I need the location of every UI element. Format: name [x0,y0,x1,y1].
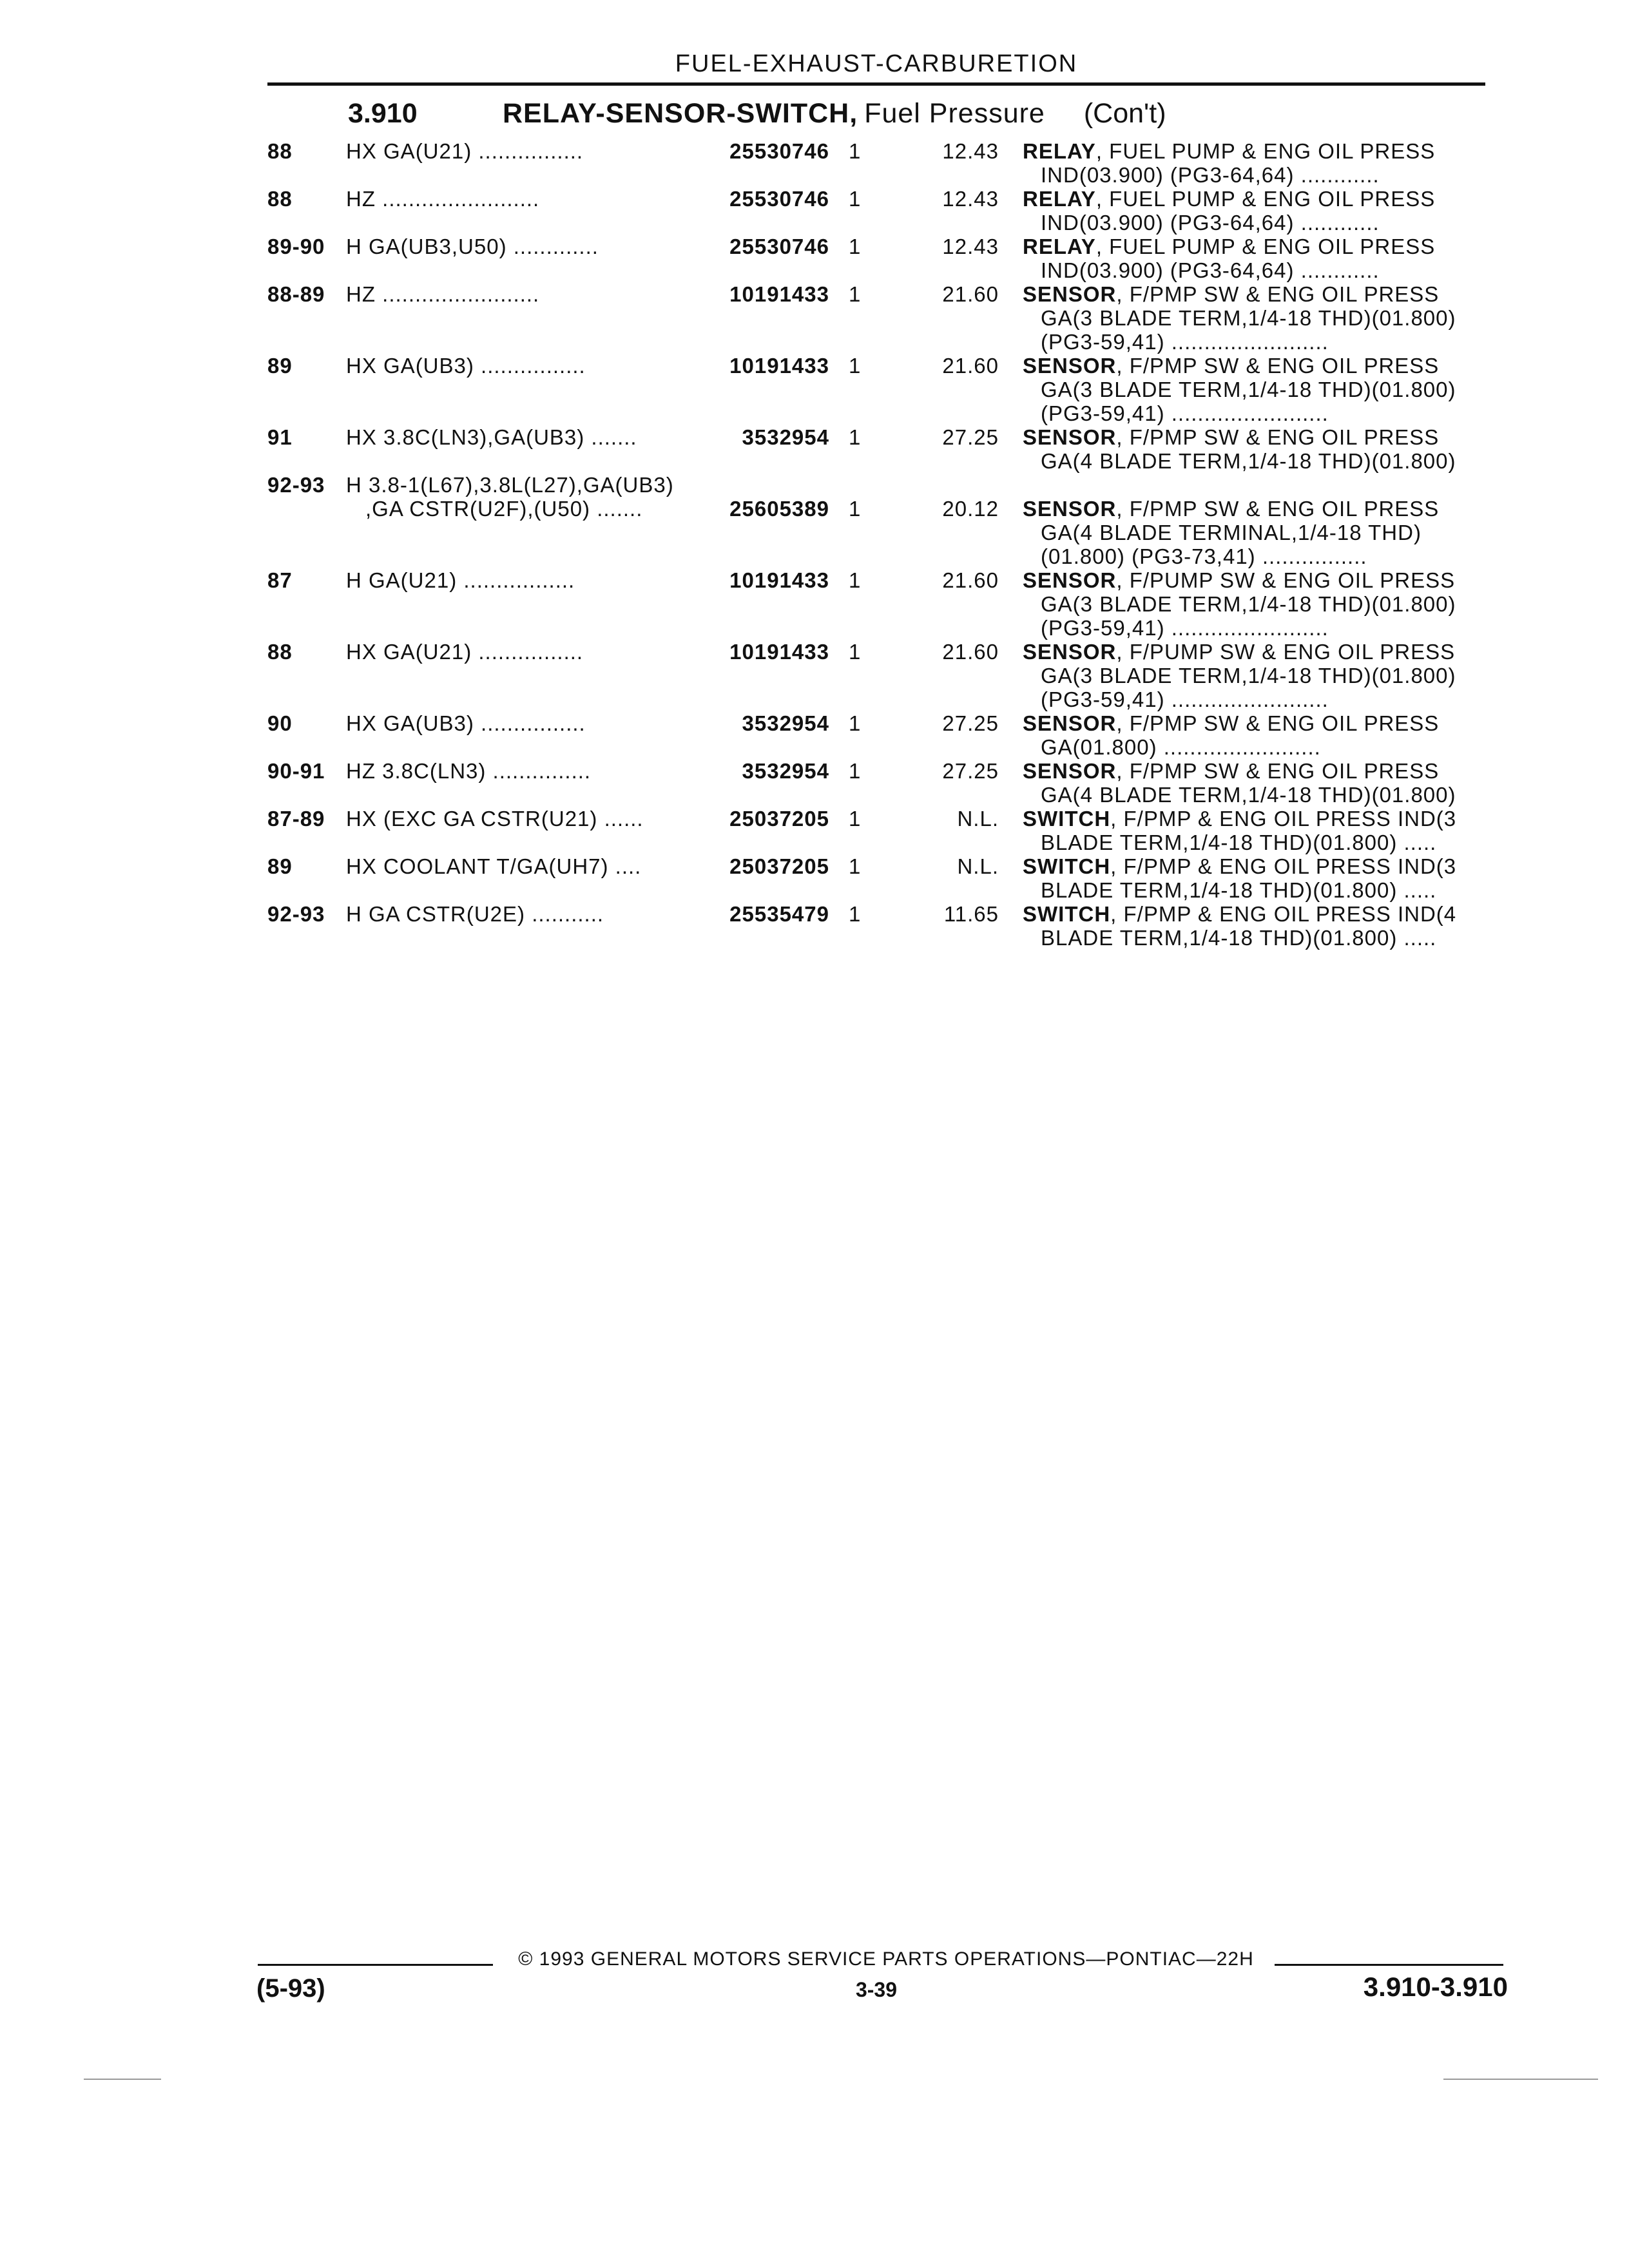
model-line: HX GA(UB3) ................ [346,711,586,735]
description-line: GA(4 BLADE TERM,1/4-18 THD)(01.800) [1041,449,1456,473]
model-year: 89-90 [267,235,325,258]
part-description [1023,568,1496,640]
model-line: H GA(UB3,U50) ............. [346,235,599,258]
price: N.L. [957,807,999,831]
description-line: (PG3-59,41) ........................ [1041,401,1329,425]
model-usage [346,568,675,592]
description-line: (01.800) (PG3-73,41) ................ [1041,544,1367,568]
model-year: 87 [267,568,293,592]
part-description [1023,807,1496,854]
part-number: 25605389 [729,497,829,521]
model-usage [346,640,675,664]
model-line: HX (EXC GA CSTR(U21) ...... [346,807,644,831]
part-number: 3532954 [742,711,829,735]
table-row [267,187,1492,235]
description-line: (PG3-59,41) ........................ [1041,687,1329,711]
part-number: 25530746 [729,139,829,163]
description-line: SENSOR, F/PMP SW & ENG OIL PRESS [1023,425,1440,449]
description-line: SENSOR, F/PMP SW & ENG OIL PRESS [1023,497,1440,521]
quantity: 1 [849,282,862,306]
model-usage [346,282,675,306]
part-description [1023,854,1496,902]
description-line: GA(4 BLADE TERMINAL,1/4-18 THD) [1041,521,1422,544]
description-line: IND(03.900) (PG3-64,64) ............ [1041,211,1380,235]
quantity: 1 [849,711,862,735]
header-rule [267,82,1485,86]
quantity: 1 [849,759,862,783]
model-year: 87-89 [267,807,325,831]
quantity: 1 [849,235,862,258]
model-year: 88-89 [267,282,325,306]
description-line: SENSOR, F/PMP SW & ENG OIL PRESS [1023,354,1440,378]
table-row [267,282,1492,354]
table-row [267,139,1492,187]
model-line: HX GA(UB3) ................ [346,354,586,378]
model-usage [346,902,675,926]
model-year: 88 [267,139,293,163]
table-row [267,711,1492,759]
price: 21.60 [942,568,999,592]
table-row [267,235,1492,282]
footer-copyright: © 1993 GENERAL MOTORS SERVICE PARTS OPERATIONS—PONTIAC—22H [518,1948,1254,1970]
description-line: GA(3 BLADE TERM,1/4-18 THD)(01.800) [1041,378,1456,401]
quantity: 1 [849,139,862,163]
part-number: 10191433 [729,282,829,306]
part-number: 25530746 [729,187,829,211]
description-line: SENSOR, F/PUMP SW & ENG OIL PRESS [1023,568,1456,592]
table-row [267,759,1492,807]
model-year: 92-93 [267,473,325,497]
footer-date: (5-93) [256,1974,325,2003]
description-line: GA(4 BLADE TERM,1/4-18 THD)(01.800) [1041,783,1456,807]
footer-rule-left [258,1964,493,1966]
table-row [267,568,1492,640]
description-line: GA(3 BLADE TERM,1/4-18 THD)(01.800) [1041,592,1456,616]
price: 11.65 [943,902,999,926]
price: 21.60 [942,282,999,306]
part-number: 3532954 [742,759,829,783]
model-usage [346,354,675,378]
description-line: SWITCH, F/PMP & ENG OIL PRESS IND(3 [1023,854,1457,878]
part-description [1023,235,1496,282]
price: 27.25 [942,425,999,449]
model-year: 89 [267,354,293,378]
model-line: H 3.8-1(L67),3.8L(L27),GA(UB3) [346,473,674,497]
part-description [1023,354,1496,425]
model-line: H GA CSTR(U2E) ........... [346,902,604,926]
model-usage [346,425,675,449]
part-number: 10191433 [729,640,829,664]
table-row [267,473,1492,568]
description-line: IND(03.900) (PG3-64,64) ............ [1041,163,1380,187]
model-line: HZ 3.8C(LN3) ............... [346,759,592,783]
price: N.L. [957,854,999,878]
model-year: 89 [267,854,293,878]
part-description [1023,759,1496,807]
table-row [267,807,1492,854]
model-year: 92-93 [267,902,325,926]
part-number: 3532954 [742,425,829,449]
price: 20.12 [942,497,999,521]
description-line: (PG3-59,41) ........................ [1041,616,1329,640]
part-number: 25530746 [729,235,829,258]
part-description [1023,282,1496,354]
scan-speck [84,2079,161,2080]
description-line: RELAY, FUEL PUMP & ENG OIL PRESS [1023,235,1436,258]
scan-speck [1443,2079,1598,2080]
footer-page-number: 3-39 [855,1978,898,2001]
part-description [1023,902,1496,950]
model-line: ,GA CSTR(U2F),(U50) ....... [365,497,643,521]
part-description [1023,425,1496,473]
description-line: GA(3 BLADE TERM,1/4-18 THD)(01.800) [1041,664,1456,687]
parts-list [267,139,1492,950]
model-usage [346,473,675,521]
description-line: SWITCH, F/PMP & ENG OIL PRESS IND(4 [1023,902,1457,926]
model-line: HZ ........................ [346,282,540,306]
footer-rule-right [1275,1964,1503,1966]
model-usage [346,759,675,783]
model-usage [346,854,675,878]
price: 12.43 [942,139,999,163]
price: 21.60 [942,640,999,664]
price: 27.25 [942,759,999,783]
part-number: 25037205 [729,807,829,831]
table-row [267,354,1492,425]
description-line: RELAY, FUEL PUMP & ENG OIL PRESS [1023,139,1436,163]
model-usage [346,187,675,211]
model-year: 90 [267,711,293,735]
model-year: 88 [267,187,293,211]
part-description [1023,187,1496,235]
description-line: (PG3-59,41) ........................ [1041,330,1329,354]
part-description [1023,139,1496,187]
quantity: 1 [849,425,862,449]
description-line: SWITCH, F/PMP & ENG OIL PRESS IND(3 [1023,807,1457,831]
table-row [267,425,1492,473]
part-number: 10191433 [729,568,829,592]
description-line: SENSOR, F/PMP SW & ENG OIL PRESS [1023,711,1440,735]
model-line: H GA(U21) ................. [346,568,575,592]
model-line: HX COOLANT T/GA(UH7) .... [346,854,642,878]
model-line: HX GA(U21) ................ [346,139,584,163]
part-description [1023,497,1496,568]
price: 12.43 [942,187,999,211]
table-row [267,854,1492,902]
model-year: 88 [267,640,293,664]
model-year: 90-91 [267,759,325,783]
section-continued: (Con't) [1083,98,1166,129]
price: 27.25 [942,711,999,735]
description-line: BLADE TERM,1/4-18 THD)(01.800) ..... [1041,878,1437,902]
price: 21.60 [942,354,999,378]
description-line: SENSOR, F/PMP SW & ENG OIL PRESS [1023,282,1440,306]
description-line: IND(03.900) (PG3-64,64) ............ [1041,258,1380,282]
model-line: HX 3.8C(LN3),GA(UB3) ....... [346,425,637,449]
price: 12.43 [942,235,999,258]
section-number: 3.910 [348,98,418,129]
table-row [267,640,1492,711]
model-year: 91 [267,425,293,449]
quantity: 1 [849,854,862,878]
model-usage [346,235,675,258]
section-name: RELAY-SENSOR-SWITCH, [503,98,858,129]
table-row [267,902,1492,950]
footer-section-range: 3.910-3.910 [1363,1972,1508,2002]
quantity: 1 [849,497,862,521]
quantity: 1 [849,807,862,831]
part-description [1023,711,1496,759]
model-usage [346,139,675,163]
part-number: 25037205 [729,854,829,878]
model-line: HX GA(U21) ................ [346,640,584,664]
description-line: SENSOR, F/PUMP SW & ENG OIL PRESS [1023,640,1456,664]
part-number: 10191433 [729,354,829,378]
description-line: SENSOR, F/PMP SW & ENG OIL PRESS [1023,759,1440,783]
part-number: 25535479 [729,902,829,926]
quantity: 1 [849,354,862,378]
model-usage [346,711,675,735]
quantity: 1 [849,640,862,664]
quantity: 1 [849,187,862,211]
quantity: 1 [849,568,862,592]
description-line: BLADE TERM,1/4-18 THD)(01.800) ..... [1041,926,1437,950]
description-line: BLADE TERM,1/4-18 THD)(01.800) ..... [1041,831,1437,854]
quantity: 1 [849,902,862,926]
description-line: GA(3 BLADE TERM,1/4-18 THD)(01.800) [1041,306,1456,330]
section-title [348,98,1166,130]
page-header: FUEL-EXHAUST-CARBURETION [675,50,1078,77]
description-line: GA(01.800) ........................ [1041,735,1321,759]
model-line: HZ ........................ [346,187,540,211]
section-subname: Fuel Pressure [864,98,1045,129]
model-usage [346,807,675,831]
part-description [1023,640,1496,711]
description-line: RELAY, FUEL PUMP & ENG OIL PRESS [1023,187,1436,211]
